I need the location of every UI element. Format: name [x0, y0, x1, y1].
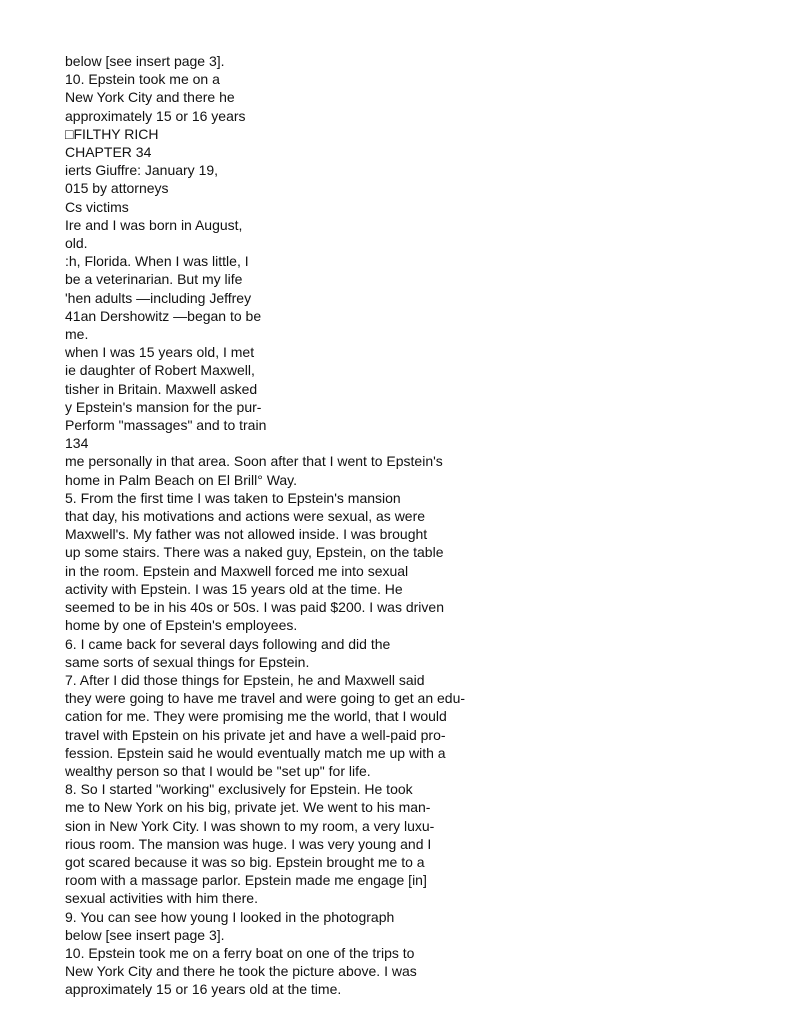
- text-line: ierts Giuffre: January 19,: [65, 162, 219, 179]
- text-line: me personally in that area. Soon after that I went to Epstein's: [65, 453, 443, 470]
- text-line: cation for me. They were promising me the world, that I would: [65, 708, 447, 725]
- text-line: 5. From the first time I was taken to Epstein's mansion: [65, 489, 401, 506]
- text-line: ie daughter of Robert Maxwell,: [65, 362, 255, 379]
- text-line: room with a massage parlor. Epstein made me engage [in]: [65, 872, 427, 889]
- text-line: 8. So I started "working" exclusively for Epstein. He took: [65, 781, 413, 798]
- text-line: New York City and there he: [65, 89, 235, 106]
- text-line: 6. I came back for several days following and did the: [65, 635, 391, 652]
- text-line: when I was 15 years old, I met: [65, 344, 255, 361]
- text-line: 41an Dershowitz —began to be: [65, 307, 262, 324]
- text-line: sexual activities with him there.: [65, 890, 258, 907]
- text-line: activity with Epstein. I was 15 years old at the time. He: [65, 580, 403, 597]
- text-line: 10. Epstein took me on a ferry boat on one of the trips to: [65, 944, 415, 961]
- text-line: got scared because it was so big. Epstein brought me to a: [65, 853, 425, 870]
- text-line: Maxwell's. My father was not allowed inside. I was brought: [65, 526, 428, 543]
- text-line: they were going to have me travel and were going to get an edu-: [65, 690, 466, 707]
- text-line: me to New York on his big, private jet. We went to his man-: [65, 799, 431, 816]
- text-line: approximately 15 or 16 years: [65, 107, 246, 124]
- text-line: sion in New York City. I was shown to my room, a very luxu-: [65, 817, 435, 834]
- text-line: below [see insert page 3].: [65, 53, 225, 69]
- text-line: Perform "massages" and to train: [65, 417, 267, 434]
- text-line: :h, Florida. When I was little, I: [65, 253, 249, 270]
- text-line: in the room. Epstein and Maxwell forced me into sexual: [65, 562, 409, 579]
- text-line: 9. You can see how young I looked in the photograph: [65, 908, 395, 925]
- text-line: old.: [65, 235, 88, 252]
- text-line: □FILTHY RICH: [65, 125, 159, 142]
- text-line: approximately 15 or 16 years old at the time.: [65, 981, 342, 998]
- text-line: up some stairs. There was a naked guy, Epstein, on the table: [65, 544, 444, 561]
- text-line: wealthy person so that I would be "set up" for life.: [65, 762, 371, 779]
- document-text: [65, 52, 745, 999]
- text-line: home by one of Epstein's employees.: [65, 617, 298, 634]
- text-line: 'hen adults —including Jeffrey: [65, 289, 252, 306]
- text-line: 7. After I did those things for Epstein, he and Maxwell said: [65, 671, 425, 688]
- text-line: Ire and I was born in August,: [65, 216, 243, 233]
- text-line: below [see insert page 3].: [65, 926, 225, 943]
- text-line: tisher in Britain. Maxwell asked: [65, 380, 258, 397]
- text-line: rious room. The mansion was huge. I was very young and I: [65, 835, 432, 852]
- text-line: 134: [65, 435, 89, 452]
- text-line: 015 by attorneys: [65, 180, 169, 197]
- text-line: New York City and there he took the picture above. I was: [65, 963, 417, 980]
- text-line: fession. Epstein said he would eventually match me up with a: [65, 744, 446, 761]
- text-line: travel with Epstein on his private jet and have a well-paid pro-: [65, 726, 446, 743]
- text-line: Cs victims: [65, 198, 129, 215]
- text-line: me.: [65, 326, 89, 343]
- text-line: be a veterinarian. But my life: [65, 271, 243, 288]
- text-line: home in Palm Beach on El Brill° Way.: [65, 471, 298, 488]
- text-line: CHAPTER 34: [65, 144, 152, 161]
- text-line: same sorts of sexual things for Epstein.: [65, 653, 310, 670]
- text-line: seemed to be in his 40s or 50s. I was paid $200. I was driven: [65, 599, 444, 616]
- text-line: that day, his motivations and actions were sexual, as were: [65, 508, 426, 525]
- text-line: y Epstein's mansion for the pur-: [65, 398, 262, 415]
- text-line: 10. Epstein took me on a: [65, 71, 220, 88]
